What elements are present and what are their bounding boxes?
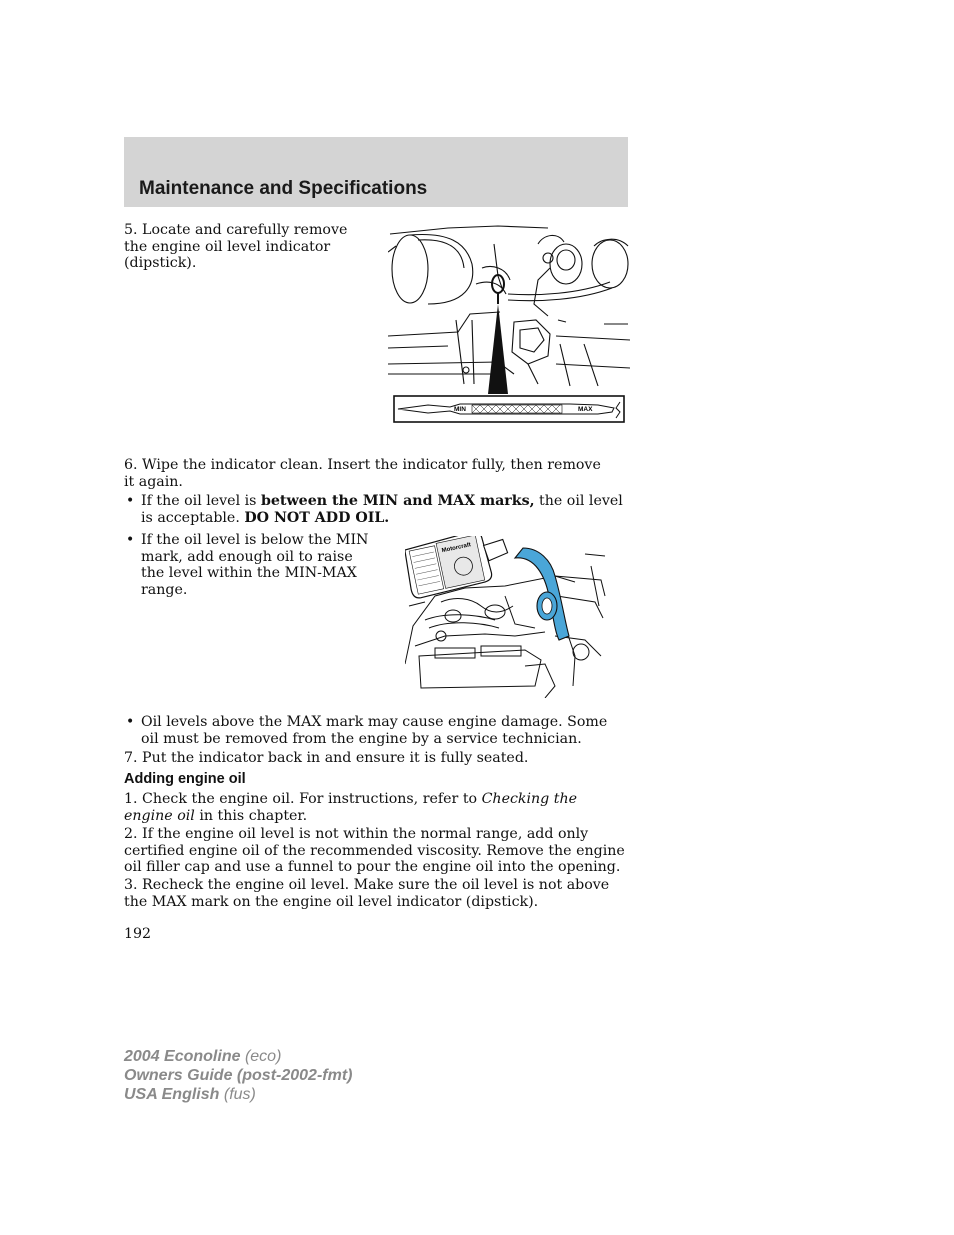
footer-line-3 <box>124 1085 352 1104</box>
step-6-text: 6. Wipe the indicator clean. Insert the indicator fully, then remove it again. <box>124 457 601 490</box>
step-5-text: 5. Locate and carefully remove the engine oil level indicator (dipstick). <box>124 222 348 271</box>
adding-step-1 <box>124 791 624 824</box>
bullet-1-mid: the oil level is acceptable. <box>141 493 623 526</box>
footer-model: 2004 Econoline <box>124 1048 241 1065</box>
page-number: 192 <box>124 926 152 942</box>
dipstick-max-label: MAX <box>578 406 593 413</box>
dipstick-location-illustration <box>388 224 630 424</box>
document-footer <box>124 1047 352 1104</box>
adding-step-1-pre: 1. Check the engine oil. For instructions, refer to <box>124 791 482 807</box>
adding-step-3: 3. Recheck the engine oil level. Make sure the oil level is not above the MAX mark on the engine oil level indicator (dipstick). <box>124 877 610 910</box>
step-7-text: 7. Put the indicator back in and ensure it is fully seated. <box>124 750 529 766</box>
bullet-1-bold: between the MIN and MAX marks, <box>260 493 535 509</box>
footer-line-2: Owners Guide (post-2002-fmt) <box>124 1067 353 1084</box>
footer-model-code: (eco) <box>240 1048 282 1065</box>
oil-bottle-brand-label: Motorcraft <box>441 542 472 555</box>
bullet-marker: • <box>126 714 135 730</box>
bullet-2-text: If the oil level is below the MIN mark, add enough oil to raise the level within the MIN-MAX range. <box>141 532 369 598</box>
adding-engine-oil-heading: Adding engine oil <box>124 771 246 787</box>
section-title: Maintenance and Specifications <box>139 178 428 199</box>
adding-step-1-post: in this chapter. <box>194 807 308 824</box>
adding-oil-illustration <box>405 536 607 698</box>
adding-step-1-reference: Checking the engine oil <box>124 791 578 824</box>
bullet-3-text: Oil levels above the MAX mark may cause engine damage. Some oil must be removed from the engine by a service technician. <box>141 714 608 747</box>
bullet-1-pre: If the oil level is <box>141 493 261 509</box>
bullet-1-text <box>141 493 628 526</box>
adding-step-2: 2. If the engine oil level is not within the normal range, add only certified engine oil of the recommended viscosity. Remove the engine oil filler cap and use a funnel to pour the engine oil into the opening. <box>124 826 625 875</box>
footer-language: USA English <box>124 1086 220 1103</box>
dipstick-min-label: MIN <box>454 406 466 413</box>
bullet-marker: • <box>126 493 135 509</box>
bullet-marker: • <box>126 532 135 548</box>
bullet-1-warning: DO NOT ADD OIL. <box>244 509 390 526</box>
footer-line-1 <box>124 1047 352 1066</box>
footer-language-code: (fus) <box>219 1086 256 1103</box>
